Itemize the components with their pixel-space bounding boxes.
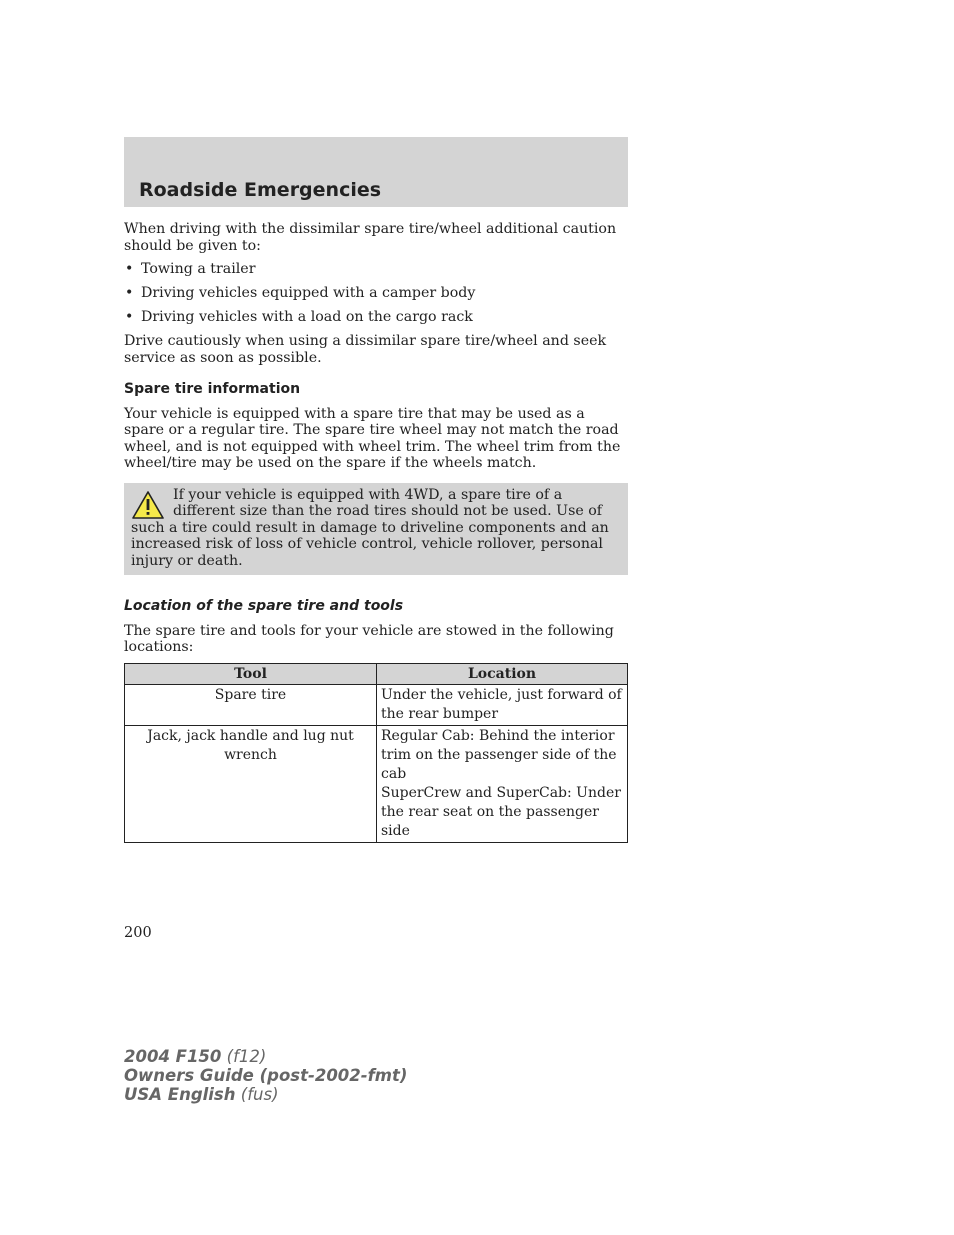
warning-triangle-icon: [131, 490, 165, 520]
location-cell: [377, 725, 628, 842]
location-cell: [377, 684, 628, 725]
drive-caution-paragraph: Drive cautiously when using a dissimilar spare tire/wheel and seek service as soon as possible.: [124, 333, 607, 366]
location-heading: Location of the spare tire and tools: [124, 598, 404, 614]
page-number: 200: [124, 925, 152, 941]
location-paragraph: The spare tire and tools for your vehicle are stowed in the following locations:: [124, 622, 614, 655]
tool-cell: Spare tire: [125, 684, 377, 725]
list-item: • Driving vehicles equipped with a camper body: [125, 285, 476, 301]
footer-line-language: USA English (fus): [124, 1085, 279, 1104]
tools-location-table: [124, 663, 628, 843]
table-row: [125, 684, 628, 725]
section-title: Roadside Emergencies: [139, 179, 382, 201]
warning-box: [124, 483, 628, 576]
column-header-location: Location: [377, 663, 628, 684]
tool-cell: Jack, jack handle and lug nut wrench: [125, 725, 377, 842]
bullet-icon: •: [125, 285, 134, 301]
location-line: Regular Cab: Behind the interior trim on the passenger side of the cab: [381, 727, 617, 782]
warning-text: If your vehicle is equipped with 4WD, a spare tire of a different size than the road tires should not be used. Use of such a tire could result in damage to driveline components and an increased risk of loss of vehicle control, vehicle rollover, personal injury or death.: [131, 486, 609, 569]
caution-list: [124, 261, 628, 326]
column-header-tool: Tool: [125, 663, 377, 684]
section-header-band: [124, 137, 628, 207]
spare-info-heading: Spare tire information: [124, 381, 301, 397]
footer-line-model: 2004 F150 (f12): [124, 1047, 267, 1066]
location-line: SuperCrew and SuperCab: Under the rear seat on the passenger side: [381, 784, 621, 839]
list-item: • Driving vehicles with a load on the cargo rack: [125, 309, 473, 325]
bullet-icon: •: [125, 261, 134, 277]
document-footer: [124, 1047, 407, 1104]
location-line: Under the vehicle, just forward of the rear bumper: [381, 686, 622, 722]
table-header-row: [125, 663, 628, 684]
spare-info-paragraph: Your vehicle is equipped with a spare tire that may be used as a spare or a regular tire. The spare tire wheel may not match the road wheel, and is not equipped with wheel trim. The wheel trim from the wheel/tire may be used on the spare if the wheels match.: [124, 405, 621, 471]
table-row: [125, 725, 628, 842]
list-item: • Towing a trailer: [125, 261, 256, 277]
intro-paragraph: When driving with the dissimilar spare tire/wheel additional caution should be given to:: [124, 221, 617, 254]
page-content: [124, 221, 628, 843]
bullet-icon: •: [125, 309, 134, 325]
footer-line-guide: Owners Guide (post-2002-fmt): [124, 1066, 408, 1085]
